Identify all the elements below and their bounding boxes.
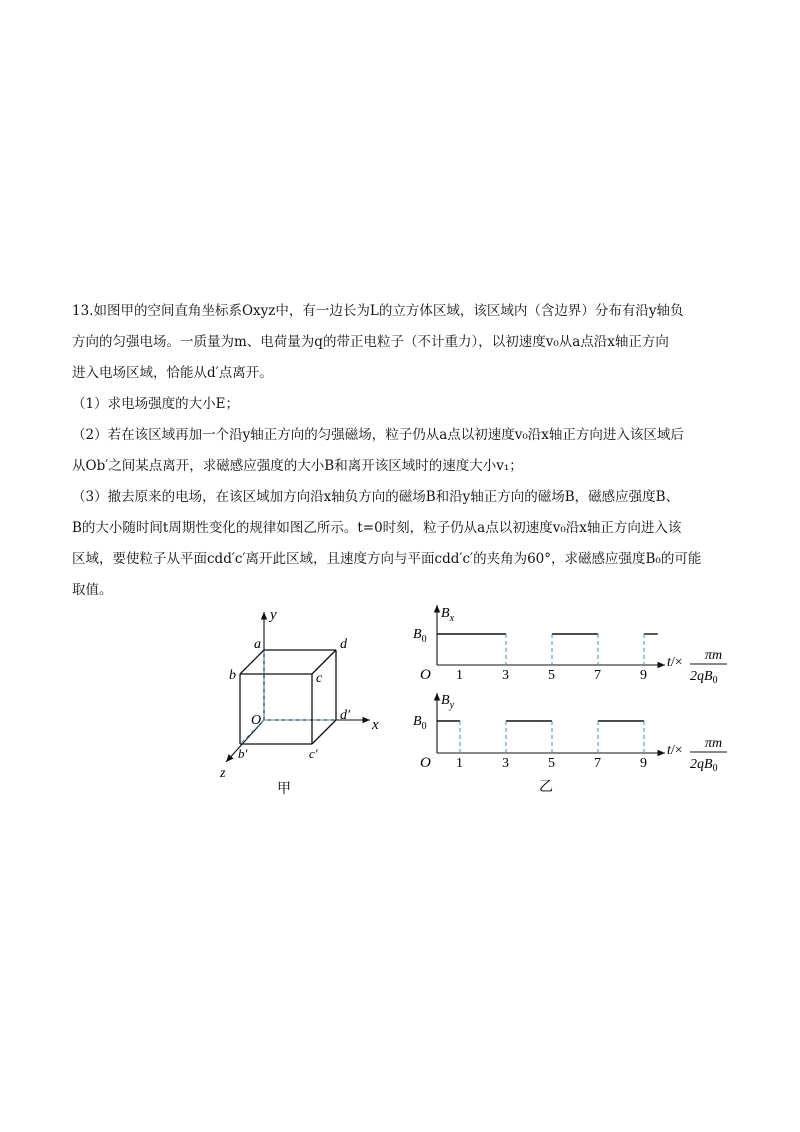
label-d-prime: d′	[340, 708, 351, 723]
bx-t-unit: t/×	[667, 655, 683, 670]
by-tick-label-3: 3	[502, 756, 509, 771]
question-3-line-4: 取值。	[72, 582, 113, 598]
question-1: （1）求电场强度的大小E；	[72, 396, 239, 412]
problem-line-2: 方向的匀强电场。一质量为m、电荷量为q的带正电粒子（不计重力），以初速度v₀从a点沿x轴正方向	[72, 334, 669, 350]
by-axis-label: $B_y$	[441, 693, 455, 711]
label-b: b	[229, 668, 236, 683]
by-tick-label-7: 7	[594, 756, 601, 771]
bx-tick-label-5: 5	[548, 668, 555, 683]
label-y: y	[270, 607, 277, 623]
bx-level-label: $B_0$	[413, 627, 427, 645]
problem-line-1: 13.如图甲的空间直角坐标系Oxyz中，有一边长为L的立方体区域，该区域内（含边界）分布有沿y轴负	[72, 303, 684, 319]
graph-by	[413, 693, 727, 774]
label-z: z	[220, 766, 226, 781]
bx-tick-label-3: 3	[502, 668, 509, 683]
by-tick-label-1: 1	[456, 756, 463, 771]
label-x: x	[372, 717, 379, 733]
label-c: c	[316, 671, 323, 686]
label-d: d	[340, 637, 347, 652]
bx-tick-label-9: 9	[640, 668, 647, 683]
question-3-line-3: 区域，要使粒子从平面cdd′c′离开此区域，且速度方向与平面cdd′c′的夹角为60°，求磁感应强度B₀的可能	[72, 551, 702, 567]
bx-axis-label: $B_x$	[441, 606, 455, 624]
by-ticks	[456, 756, 647, 771]
question-2-line-2: 从Ob′之间某点离开，求磁感应强度的大小B和离开该区域时的速度大小v₁；	[72, 458, 523, 474]
by-tick-label-9: 9	[640, 756, 647, 771]
bx-ticks	[456, 668, 647, 683]
label-O: O	[251, 713, 262, 728]
bx-t-unit-denominator: $2qB_0$	[690, 669, 718, 686]
question-2-line-1: （2）若在该区域再加一个沿y轴正方向的匀强磁场，粒子仍从a点以初速度v₀沿x轴正方向进入该区域后	[72, 427, 684, 443]
question-3-line-2: B的大小随时间t周期性变化的规律如图乙所示。t=0时刻，粒子仍从a点以初速度v₀沿x轴正方向进入该	[72, 520, 682, 536]
by-t-unit-denominator: $2qB_0$	[690, 757, 718, 774]
bx-tick-label-7: 7	[594, 668, 601, 683]
bx-origin-label: O	[420, 667, 431, 683]
by-t-unit-numerator: πm	[705, 736, 723, 751]
by-tick-label-5: 5	[548, 756, 555, 771]
bx-t-unit-numerator: πm	[705, 648, 723, 663]
bx-pulses	[437, 634, 658, 665]
caption-jia: 甲	[277, 781, 291, 797]
graph-bx	[413, 605, 727, 686]
by-t-unit: t/×	[667, 743, 683, 758]
problem-line-3: 进入电场区域，恰能从d′点离开。	[72, 365, 273, 381]
by-level-label: $B_0$	[413, 714, 427, 732]
question-3-line-1: （3）撤去原来的电场，在该区域加方向沿x轴负方向的磁场B和沿y轴正方向的磁场B，磁感应强度B、	[72, 489, 680, 505]
by-pulses	[437, 721, 644, 753]
bx-tick-label-1: 1	[456, 668, 463, 683]
caption-yi: 乙	[539, 779, 553, 795]
label-b-prime: b′	[238, 746, 248, 761]
label-c-prime: c′	[309, 746, 318, 761]
label-a: a	[254, 637, 261, 652]
by-origin-label: O	[420, 755, 431, 771]
